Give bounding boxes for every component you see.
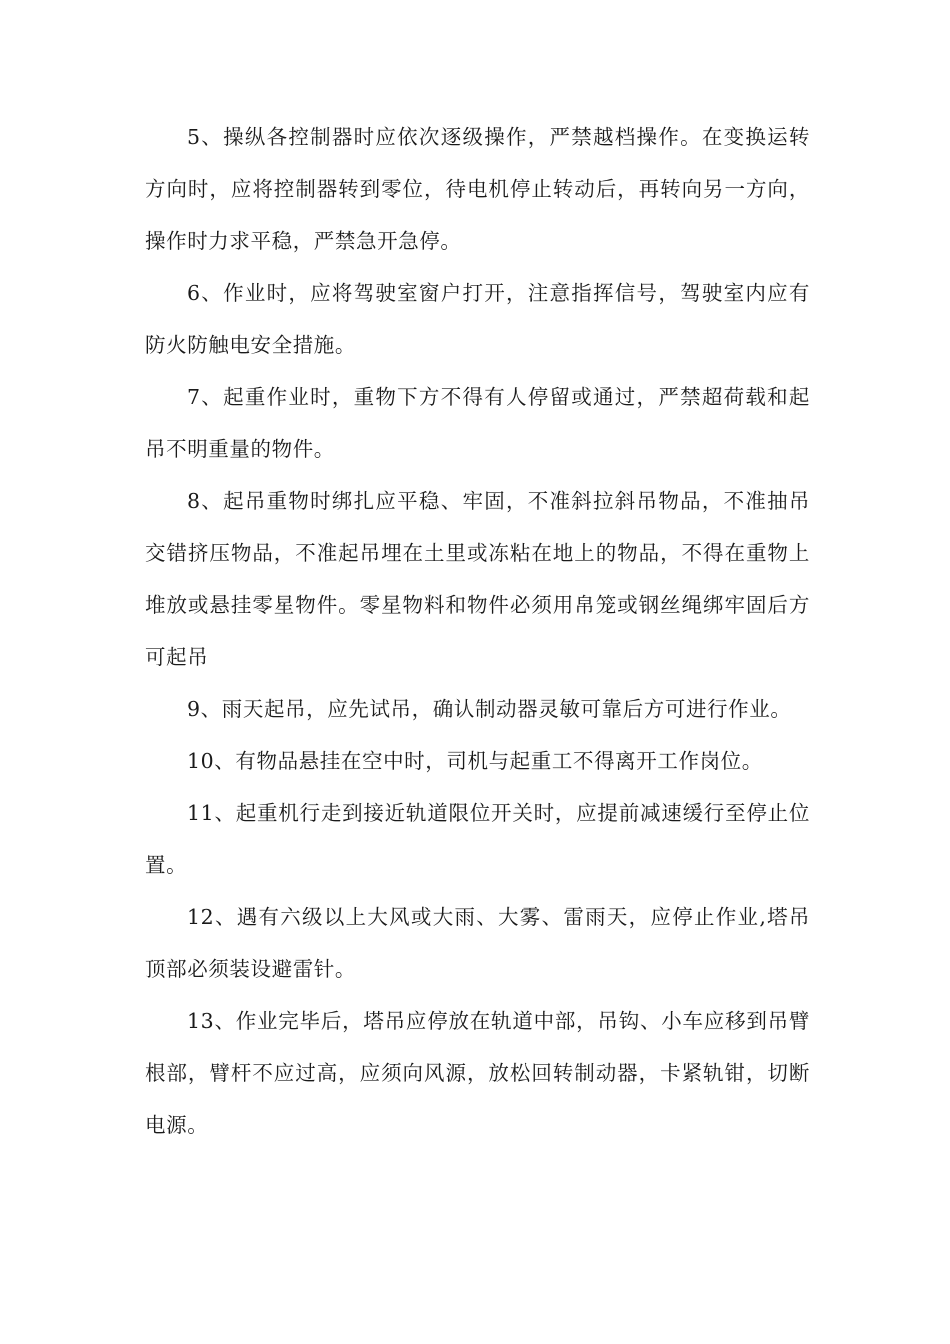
paragraph-item-6: 6、作业时，应将驾驶室窗户打开，注意指挥信号，驾驶室内应有防火防触电安全措施。 xyxy=(145,281,810,357)
paragraph-item-5: 5、操纵各控制器时应依次逐级操作，严禁越档操作。在变换运转方向时，应将控制器转到零位，待电机停止转动后，再转向另一方向，操作时力求平稳，严禁急开急停。 xyxy=(145,125,810,253)
paragraph-item-13: 13、作业完毕后，塔吊应停放在轨道中部，吊钩、小车应移到吊臂根部，臂杆不应过高，应须向风源，放松回转制动器，卡紧轨钳，切断电源。 xyxy=(145,1009,810,1137)
paragraph-item-12: 12、遇有六级以上大风或大雨、大雾、雷雨天，应停止作业,塔吊顶部必须装设避雷针。 xyxy=(145,905,810,981)
paragraph-item-7: 7、起重作业时，重物下方不得有人停留或通过，严禁超荷载和起吊不明重量的物件。 xyxy=(145,385,810,461)
paragraph-item-8: 8、起吊重物时绑扎应平稳、牢固，不准斜拉斜吊物品，不准抽吊交错挤压物品，不准起吊埋在土里或冻粘在地上的物品，不得在重物上堆放或悬挂零星物件。零星物料和物件必须用帛笼或钢丝绳绑牢固后方可起吊 xyxy=(145,489,810,669)
paragraph-item-10: 10、有物品悬挂在空中时，司机与起重工不得离开工作岗位。 xyxy=(187,749,763,773)
paragraph-item-9: 9、雨天起吊，应先试吊，确认制动器灵敏可靠后方可进行作业。 xyxy=(187,697,792,721)
paragraph-item-11: 11、起重机行走到接近轨道限位开关时，应提前减速缓行至停止位置。 xyxy=(145,801,810,877)
document-body xyxy=(145,111,810,1151)
